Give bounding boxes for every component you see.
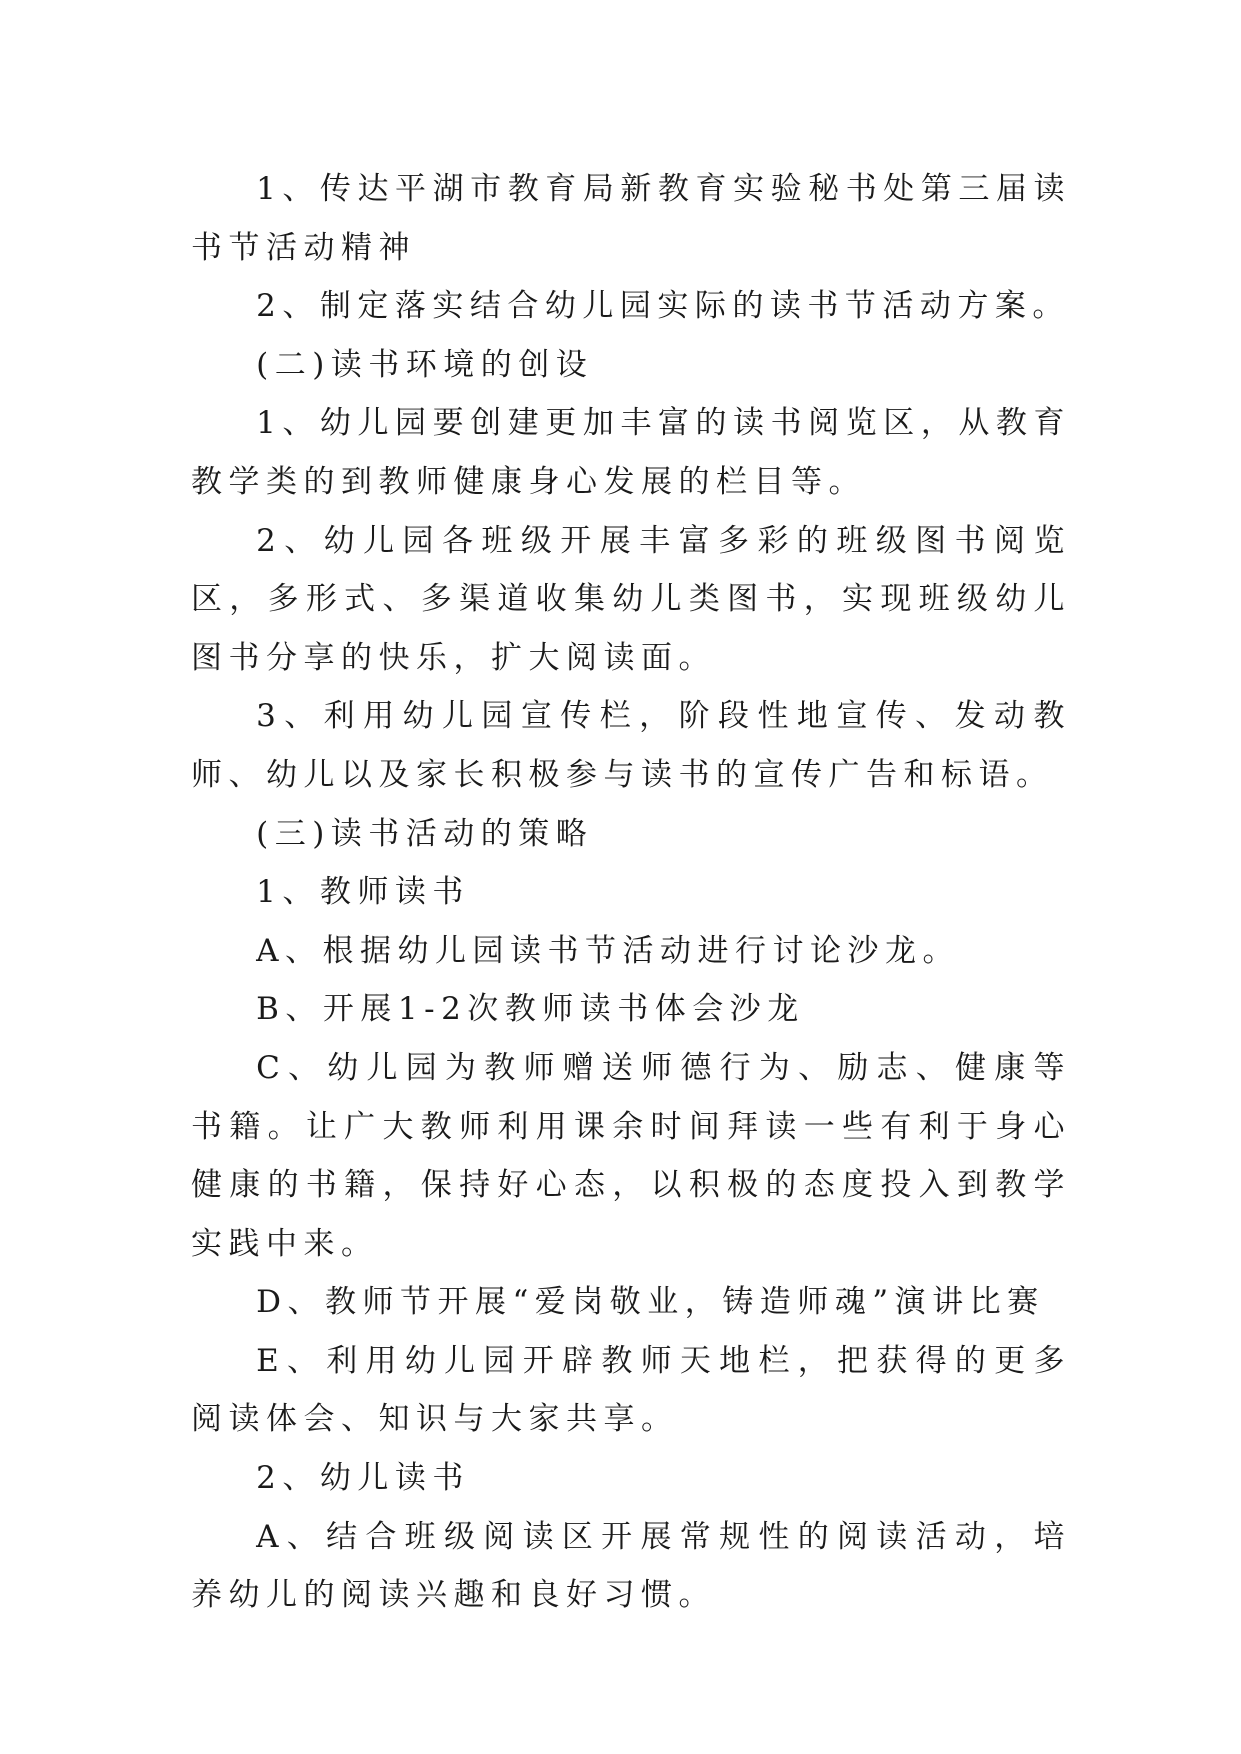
- paragraph-item-9: D、教师节开展“爱岗敬业，铸造师魂”演讲比赛: [256, 1284, 1045, 1321]
- subheading-child-reading: 2、幼儿读书: [256, 1460, 470, 1497]
- paragraph-item-1: 1、传达平湖市教育局新教育实验秘书处第三届读书节活动精神: [191, 171, 1071, 266]
- paragraph-item-4: 2、幼儿园各班级开展丰富多彩的班级图书阅览区，多形式、多渠道收集幼儿类图书，实现班级幼儿图书分享的快乐，扩大阅读面。: [191, 522, 1071, 676]
- paragraph-item-11: A、结合班级阅读区开展常规性的阅读活动，培养幼儿的阅读兴趣和良好习惯。: [191, 1518, 1071, 1614]
- paragraph-item-8: C、幼儿园为教师赠送师德行为、励志、健康等书籍。让广大教师利用课余时间拜读一些有利于身心健康的书籍，保持好心态，以积极的态度投入到教学实践中来。: [191, 1049, 1071, 1262]
- paragraph-item-2: 2、制定落实结合幼儿园实际的读书节活动方案。: [256, 288, 1070, 325]
- paragraph-item-7: B、开展1-2次教师读书体会沙龙: [256, 991, 805, 1028]
- paragraph-item-6: A、根据幼儿园读书节活动进行讨论沙龙。: [256, 932, 960, 969]
- paragraph-item-10: E、利用幼儿园开辟教师天地栏，把获得的更多阅读体会、知识与大家共享。: [191, 1342, 1071, 1438]
- section-heading-environment: (二)读书环境的创设: [256, 346, 594, 383]
- paragraph-item-3: 1、幼儿园要创建更加丰富的读书阅览区，从教育教学类的到教师健康身心发展的栏目等。: [191, 405, 1071, 500]
- section-heading-strategy: (三)读书活动的策略: [256, 815, 594, 852]
- document-body: [191, 160, 1071, 1625]
- paragraph-item-5: 3、利用幼儿园宣传栏，阶段性地宣传、发动教师、幼儿以及家长积极参与读书的宣传广告和标语。: [191, 698, 1071, 793]
- subheading-teacher-reading: 1、教师读书: [256, 874, 470, 911]
